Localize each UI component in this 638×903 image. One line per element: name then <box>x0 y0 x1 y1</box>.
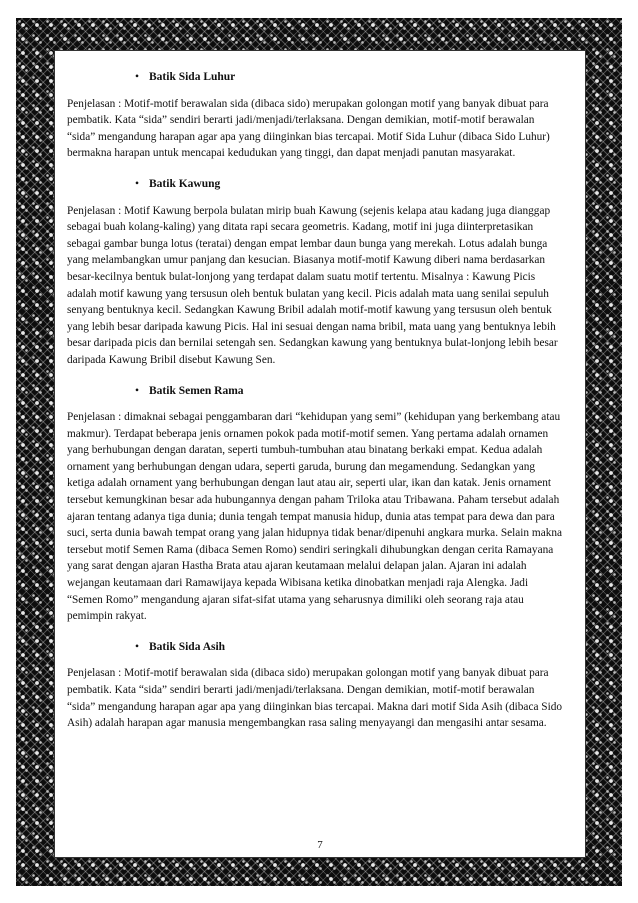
section-heading <box>135 639 563 656</box>
heading-text: Batik Sida Luhur <box>149 71 236 83</box>
bullet-icon: • <box>135 384 140 397</box>
section-paragraph: Penjelasan : Motif-motif berawalan sida (dibaca sido) merupakan golongan motif yang banyak dibuat para pembatik. Kata “sida” sendiri berarti jadi/menjadi/terlaksana. Dengan demikian, motif-motif berawalan “sida” mengandung harapan agar apa yang diinginkan bias tercapai. Makna dari motif Sida Asih (dibaca Sido Asih) adalah harapan agar manusia mengembangkan rasa saling menyayangi dan mengasihi antar sesama. <box>67 667 563 730</box>
bullet-icon: • <box>135 640 140 653</box>
page-number: 7 <box>317 839 323 851</box>
section-heading <box>135 176 563 193</box>
section-heading <box>135 69 563 86</box>
heading-text: Batik Kawung <box>149 177 221 190</box>
section-heading <box>135 383 563 400</box>
heading-text: Batik Semen Rama <box>149 384 244 397</box>
page-content <box>67 61 563 746</box>
bullet-icon: • <box>135 177 140 190</box>
heading-text: Batik Sida Asih <box>149 640 226 653</box>
document-page <box>54 50 586 858</box>
bullet-icon: • <box>135 71 140 83</box>
section-paragraph: Penjelasan : Motif-motif berawalan sida (dibaca sido) merupakan golongan motif yang banyak dibuat para pembatik. Kata “sida” sendiri berarti jadi/menjadi/terlaksana. Dengan demikian, motif-motif berawalan “sida” mengandung harapan agar apa yang diinginkan bias tercapai. Motif Sida Luhur (dibaca Sido Luhur) bermakna harapan untuk mencapai kedudukan yang tinggi, dan dapat menjadi panutan masyarakat. <box>67 97 550 160</box>
section-paragraph: Penjelasan : dimaknai sebagai penggambaran dari “kehidupan yang semi” (kehidupan yang berkembang atau makmur). Terdapat beberapa jenis ornamen pokok pada motif-motif semen. Yang pertama adalah ornamen yang berhubungan dengan daratan, seperti tumbuh-tumbuhan atau binatang berkaki empat. Kedua adalah ornament yang berhubungan dengan udara, seperti garuda, burung dan megamendung. Sedangkan yang ketiga adalah ornament yang berhubungan dengan laut atau air, seperti ular, ikan dan katak. Jenis ornament tersebut kemungkinan besar ada hubungannya dengan paham Triloka atau Tribawana. Paham tersebut adalah ajaran tentang adanya tiga dunia; dunia tengah tempat manusia hidup, dunia atas tempat para dewa dan para suci, serta dunia bawah tempat orang yang jalan hidupnya tidak benar/dipenuhi angkara murka. Selain makna tersebut motif Semen Rama (dibaca Semen Romo) sendiri seringkali dihubungkan dengan cerita Ramayana yang sarat dengan ajaran Hastha Brata atau ajaran keutamaan melalui delapan jalan. Ajaran ini adalah wejangan keutamaan dari Ramawijaya kepada Wibisana ketika dinobatkan menjadi raja Alengka. Jadi “Semen Romo” mengandung ajaran sifat-sifat utama yang seharusnya dimiliki oleh seorang raja atau pemimpin rakyat. <box>67 411 563 623</box>
section-paragraph: Penjelasan : Motif Kawung berpola bulatan mirip buah Kawung (sejenis kelapa atau kadang juga dianggap sebagai buah kolang-kaling) yang ditata rapi secara geometris. Kadang, motif ini juga diinterpretasikan sebagai gambar bunga lotus (teratai) dengan empat lembar daun bunga yang merekah. Lotus adalah bunga yang melambangkan umur panjang dan kesucian. Biasanya motif-motif Kawung diberi nama berdasarkan besar-kecilnya bentuk bulat-lonjong yang terdapat dalam suatu motif tertentu. Misalnya : Kawung Picis adalah motif kawung yang tersusun oleh bentuk bulatan yang kecil. Picis adalah mata uang senilai sepuluh senyang bentuknya kecil. Sedangkan Kawung Bribil adalah motif-motif kawung yang tersusun oleh bentuk yang lebih besar daripada kawung Picis. Hal ini sesuai dengan nama bribil, mata uang yang bentuknya lebih besar daripada picis dan bernilai setengah sen. Sedangkan kawung yang bentuknya bulat-lonjong lebih besar daripada Kawung Bribil disebut Kawung Sen. <box>67 204 558 366</box>
